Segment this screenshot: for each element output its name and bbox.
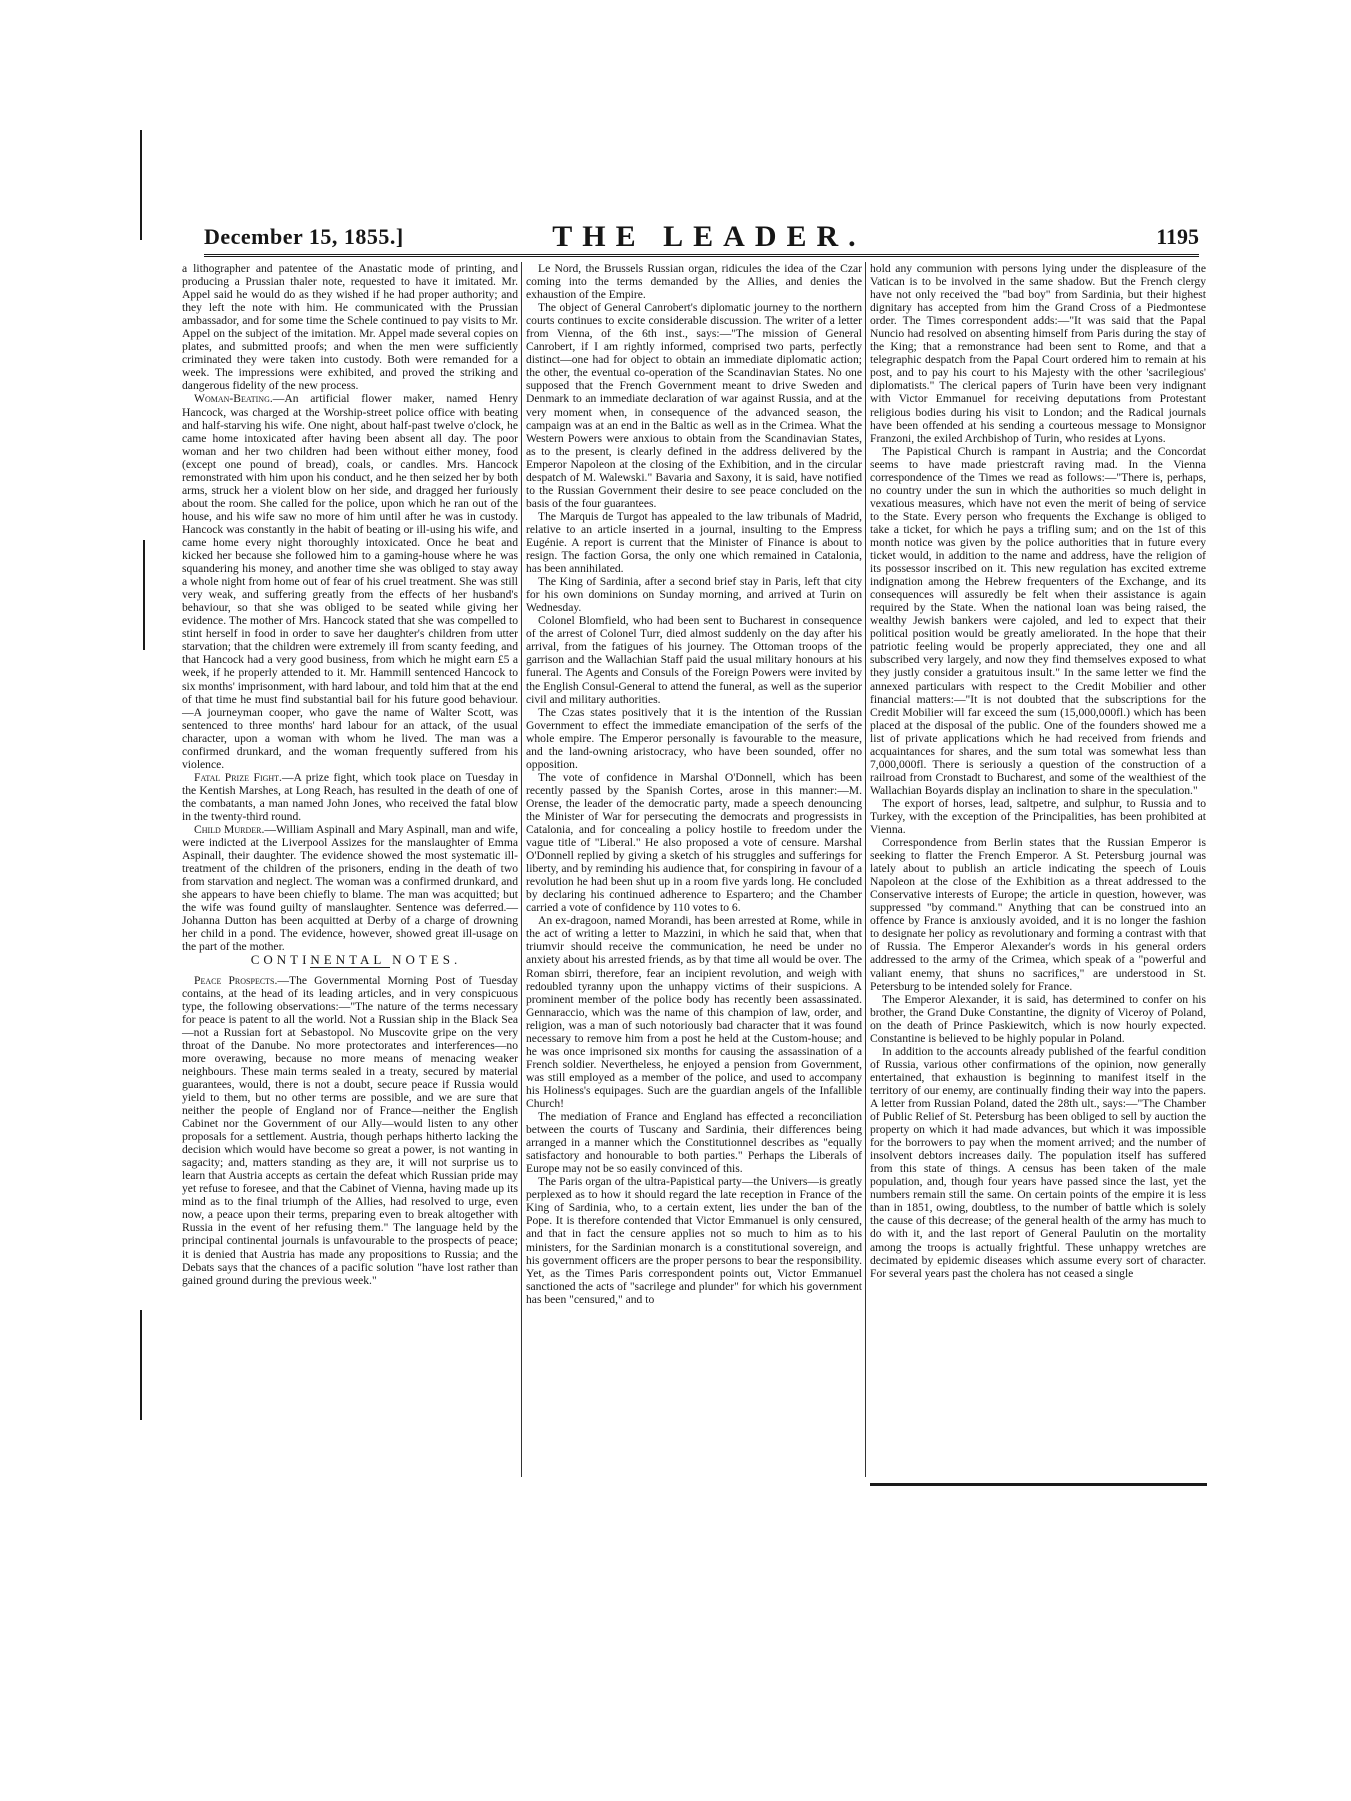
paragraph-text: —William Aspinall and Mary Aspinall, man and wife, were indicted at the Liverpool Assizes for the manslaughter of Emma Aspinall, their daughter. The evidence showed the most systematic ill-treatment of the children of the prisoners, ending in the death of two from starvation and neglect. The woman was a confirmed drunkard, and she appears to have been chiefly to blame. The man was acquitted; but the wife was found guilty of manslaughter. Sentence was deferred.—Johanna Dutton has been acquitted at Derby of a charge of drowning her child in a pond. The evidence, however, showed great ill-usage on the part of the mother. bbox=[182, 823, 518, 954]
page-number: 1195 bbox=[1156, 224, 1199, 249]
header-rule bbox=[204, 254, 1199, 257]
run-in-heading: Child Murder. bbox=[194, 823, 265, 837]
page-header bbox=[204, 218, 1199, 254]
issue-date: December 15, 1855.] bbox=[204, 224, 404, 249]
run-in-heading: Fatal Prize Fight. bbox=[194, 770, 282, 784]
article-paragraph: The Marquis de Turgot has appealed to the law tribunals of Madrid, relative to an article inserted in a journal, insulting to the Empress Eugénie. A report is current that the Minister of Finance is about to resign. The faction Gorsa, the only one which remained in Catalonia, has been annihilated. bbox=[526, 509, 862, 576]
article-paragraph: The vote of confidence in Marshal O'Donnell, which has been recently passed by the Spanish Cortes, arose in this manner:—M. Orense, the leader of the democratic party, made a speech denouncing the Minister of War for persecuting the democrats and progressists in Catalonia, and for concealing a policy hostile to freedom under the vague title of "Liberal." He also proposed a vote of censure. Marshal O'Donnell replied by giving a sketch of his struggles and sufferings for liberty, and by reminding his audience that, for conspiring in favour of a revolution he had been shut up in a room five yards long. He concluded by declaring his continued adherence to Espartero; and the Chamber carried a vote of confidence by 110 votes to 6. bbox=[526, 770, 862, 915]
article-paragraph: The Paris organ of the ultra-Papistical party—the Univers—is greatly perplexed as to how it should regard the late reception in France of the King of Sardinia, who, to a certain extent, lies under the ban of the Pope. It is therefore contended that Victor Emmanuel is only censured, and that in fact the censure applies not so much to him as to his ministers, for the Sardinian monarch is a constitutional sovereign, and his government officers are the proper persons to bear the responsibility. Yet, as the Times Paris correspondent points out, Victor Emmanuel sanctioned the acts of "sacrilege and plunder" for which his government has been "censured," and to bbox=[526, 1175, 862, 1306]
article-paragraph bbox=[182, 974, 518, 1287]
run-in-heading: Peace Prospects. bbox=[194, 973, 278, 987]
article-paragraph: Colonel Blomfield, who had been sent to Bucharest in consequence of the arrest of Colonel Turr, died almost suddenly on the day after his arrival, from the fatigues of his journey. The Ottoman troops of the garrison and the Wallachian Staff paid the usual military honours at his funeral. The Agents and Consuls of the Foreign Powers were invited by the English Consul-General to attend the funeral, as well as the superior civil and military authorities. bbox=[526, 614, 862, 706]
column-2 bbox=[526, 262, 862, 1306]
article-paragraph bbox=[182, 823, 518, 953]
paragraph-text: —The Governmental Morning Post of Tuesday contains, at the head of its leading articles, and in very conspicuous type, the following observations:—"The nature of the terms necessary for peace is patent to all the world. Not a Russian ship in the Black Sea—not a Russian fort at Sebastopol. No Muscovite gripe on the very throat of the Danube. No more protectorates and interferences—no more overawing, because no more means of menacing weaker neighbours. These main terms sealed in a treaty, secured by material guarantees, would, there is not a doubt, secure peace if Russia would yield to them, but no other terms are possible, and we are sure that neither the people of England nor of France—neither the English Cabinet nor the Government of our Ally—would listen to any other proposals for a settlement. Austria, though perhaps hitherto lacking the decision which would have become so great a power, is not wanting in sagacity; and, matters standing as they are, it will not surprise us to learn that Austria accepts as certain the defeat which Russian pride may yet refuse to foresee, and that the Cabinet of Vienna, having made up its mind as to the final triumph of the Allies, had resolved to urge, even now, a peace upon their terms, preparing even to break altogether with Russia in the event of her refusing them." The language held by the principal continental journals is unfavourable to the prospects of peace; it is denied that Austria has made any propositions to Russia; and the Debats says that the chances of a pacific solution "have lost rather than gained ground during the previous week." bbox=[182, 973, 518, 1287]
column-divider bbox=[865, 262, 866, 1477]
paragraph-text: —A prize fight, which took place on Tuesday in the Kentish Marshes, at Long Reach, has resulted in the death of one of the combatants, a man named John Jones, who received the fatal blow in the twenty-third round. bbox=[182, 770, 519, 823]
article-paragraph: The export of horses, lead, saltpetre, and sulphur, to Russia and to Turkey, with the exception of the Principalities, has been prohibited at Vienna. bbox=[870, 796, 1206, 837]
column-divider bbox=[521, 262, 522, 1477]
article-paragraph: The Czas states positively that it is the intention of the Russian Government to effect the immediate emancipation of the serfs of the whole empire. The Emperor personally is favourable to the measure, and the land-owning aristocracy, who have been sounded, offer no opposition. bbox=[526, 705, 862, 771]
column-1 bbox=[182, 262, 518, 1287]
paragraph-text: —An artificial flower maker, named Henry Hancock, was charged at the Worship-street police office with beating and half-starving his wife. One night, about half-past twelve o'clock, he came home intoxicated after having been absent all day. The poor woman and her two children had been without either money, food (except one pound of bread), coals, or candles. Mrs. Hancock remonstrated with him upon his conduct, and he then seized her by both arms, struck her a violent blow on her side, and dragged her furiously about the room. She called for the police, upon which he ran out of the house, and his wife saw no more of him until after he was in custody. Hancock was constantly in the habit of beating or ill-using his wife, and came home every night thoroughly intoxicated. Once he beat and kicked her because she followed him to a gaming-house where he was squandering his money, and another time she was obliged to stay away a whole night from home out of fear of his cruel treatment. She was still very weak, and suffering greatly from the effects of her husband's behaviour, so that she was obliged to be seated while giving her evidence. The mother of Mrs. Hancock stated that she was compelled to stint herself in food in order to save her daughter's children from utter starvation; that the children were extremely ill from scanty feeding, and that Hancock had a very good business, from which he might earn £5 a week, if he properly attended to it. Mr. Hammill sentenced Hancock to six months' imprisonment, with hard labour, and told him that at the end of that time he must find substantial bail for his future good behaviour.—A journeyman cooper, who gave the name of Walter Scott, was sentenced to three months' hard labour for an attack, of the usual character, upon a woman with whom he lived. The man was a confirmed drunkard, and the woman frequently suffered from his violence. bbox=[182, 392, 518, 771]
article-paragraph: The Emperor Alexander, it is said, has determined to confer on his brother, the Grand Duke Constantine, the dignity of Viceroy of Poland, on the death of Prince Paskiewitch, which is now hourly expected. Constantine is believed to be highly popular in Poland. bbox=[870, 992, 1206, 1045]
left-margin-rule bbox=[140, 1310, 142, 1420]
column-end-rule bbox=[870, 1483, 1207, 1486]
article-paragraph: The mediation of France and England has effected a reconciliation between the courts of Tuscany and Sardinia, their differences being arranged in a manner which the Constitutionnel describes as "equally satisfactory and honourable to both parties." Perhaps the Liberals of Europe may not be so easily convinced of this. bbox=[526, 1110, 862, 1176]
run-in-heading: Woman-Beating. bbox=[194, 392, 273, 406]
article-paragraph bbox=[182, 771, 518, 823]
section-heading: CONTINENTAL NOTES. bbox=[250, 952, 462, 968]
left-margin-rule bbox=[140, 130, 142, 240]
article-paragraph: The object of General Canrobert's diplomatic journey to the northern courts continues to excite considerable discussion. The writer of a letter from Vienna, of the 6th inst., says:—"The mission of General Canrobert, if I am rightly informed, comprised two parts, perfectly distinct—one had for object to obtain an immediate diplomatic action; the other, the eventual co-operation of the Scandinavian States. No one supposed that the French Government meant to drive Sweden and Denmark to an immediate declaration of war against Russia, and at the very moment when, in consequence of the advanced season, the campaign was at an end in the Baltic as well as in the Crimea. What the Western Powers were anxious to obtain from the Scandinavian States, as to the present, is clearly defined in the address delivered by the Emperor Napoleon at the closing of the Exhibition, and in the circular despatch of M. Walewski." Bavaria and Saxony, it is said, have notified to the Russian Government their desire to see peace concluded on the basis of the four guarantees. bbox=[526, 301, 862, 510]
column-3 bbox=[870, 262, 1206, 1280]
article-paragraph bbox=[182, 392, 518, 770]
left-margin-rule bbox=[143, 540, 145, 650]
article-paragraph: An ex-dragoon, named Morandi, has been arrested at Rome, while in the act of writing a letter to Mazzini, in which he said that, when that triumvir should receive the communication, he need be under no anxiety about his arrested friends, as by that time all would be over. The Roman sbirri, therefore, fear an incipient revolution, and weigh with redoubled tyranny upon the unhappy victims of their suspicions. A prominent member of the police body has recently been assassinated. Gennaraccio, which was the name of this champion of law, order, and religion, was a man of such notoriously bad character that it was found necessary to remove him from a post he held at the Custom-house; and he was once imprisoned six months for causing the assassination of a French soldier. Nevertheless, he enjoyed a pension from Government, was still employed as a member of the police, and used to accompany his Holiness's equipages. Such are the guardian angels of the Infallible Church! bbox=[526, 914, 862, 1110]
newspaper-title: THE LEADER. bbox=[552, 220, 866, 253]
article-paragraph: a lithographer and patentee of the Anastatic mode of printing, and producing a Prussian thaler note, requested to have it imitated. Mr. Appel said he would do as they wished if he had proper authority; and they left the note with him. He communicated with the Prussian ambassador, and for some time the Schele continued to pay visits to Mr. Appel on the subject of the imitation. Mr. Appel made several copies on plates, and submitted proofs; and when the men were sufficiently criminated they were taken into custody. Both were remanded for a week. The impressions were exhibited, and proved the striking and dangerous fidelity of the new process. bbox=[182, 262, 518, 393]
article-paragraph: The King of Sardinia, after a second brief stay in Paris, left that city for his own dominions on Sunday morning, and arrived at Turin on Wednesday. bbox=[526, 575, 862, 615]
article-paragraph: hold any communion with persons lying under the displeasure of the Vatican is to be involved in the same shadow. But the French clergy have not only received the "bad boy" from Sardinia, but their highest dignitary has accepted from him the Grand Cross of a Piedmontese order. The Times correspondent adds:—"It was said that the Papal Nuncio had resolved on absenting himself from Paris during the stay of the King; that a remonstrance had been sent to Rome, and that a telegraphic despatch from the Papal Court ordered him to remain at his post, and to pay his court to his Majesty with the other 'sacrilegious' diplomatists." The clerical papers of Turin have been very indignant with Victor Emmanuel for receiving deputations from Protestant religious bodies during his visit to London; and the Radical journals have been offended at his sending a courteous message to Monsignor Franzoni, the exiled Archbishop of Turin, who resides at Lyons. bbox=[870, 262, 1206, 445]
article-paragraph: Correspondence from Berlin states that the Russian Emperor is seeking to flatter the French Emperor. A St. Petersburg journal was lately about to publish an article indicating the speech of Louis Napoleon at the close of the Exhibition as a threat addressed to the Conservative interests of Europe; the article in question, however, was suppressed "by command." Anything that can be construed into an offence by France is anxiously avoided, and it is no longer the fashion to designate her policy as revolutionary and forming a contrast with that of Russia. The Emperor Alexander's words in his general orders addressed to the army of the Crimea, which speak of a "powerful and valiant enemy, that shuns no sacrifices," are understood in St. Petersburg to be intended solely for France. bbox=[870, 836, 1206, 993]
article-paragraph: The Papistical Church is rampant in Austria; and the Concordat seems to have made priestcraft raving mad. In the Vienna correspondence of the Times we read as follows:—"There is, perhaps, no country under the sun in which the authorities so much delight in vexatious measures, which have not even the merit of being of service to the State. Every person who frequents the Exchange is obliged to take a ticket, for which he pays a trifling sum; and on the 1st of this month notice was given by the police authorities that in future every ticket would, in addition to the name and address, have the religion of its possessor inscribed on it. This new regulation has excited extreme indignation among the Hebrew frequenters of the Exchange, and its consequences will assuredly be felt when their assistance is again required by the State. When the national loan was being raised, the wealthy Jewish bankers were cajoled, and led to expect that their political position would be greatly ameliorated. In the hope that their patriotic feeling would be properly appreciated, they one and all subscribed very largely, and now they find themselves exposed to what they justly consider a gratuitous insult." In the same letter we find the annexed particulars with respect to the Credit Mobilier and other financial matters:—"It is not doubted that the subscriptions for the Credit Mobilier will far exceed the sum (15,000,000fl.) which has been placed at the disposal of the public. One of the founders showed me a list of private applications which he had received from friends and acquaintances for shares, and the sum total was somewhat less than 7,000,000fl. There is seriously a question of the construction of a railroad from Cronstadt to Bucharest, and some of the wealthiest of the Wallachian Boyards display an inclination to share in the speculation." bbox=[870, 444, 1206, 797]
article-paragraph: In addition to the accounts already published of the fearful condition of Russia, various other confirmations of the opinion, now generally entertained, that exhaustion is beginning to manifest itself in the territory of our enemy, are continually finding their way into the papers. A letter from Russian Poland, dated the 28th ult., says:—"The Chamber of Public Relief of St. Petersburg has been obliged to sell by auction the property on which it had made advances, but which it was impossible for the borrowers to pay when the moment arrived; and the number of insolvent debtors increases daily. The population itself has suffered from this state of things. A census has been taken of the male population, and, though four years have passed since the last, yet the numbers remain still the same. On certain points of the empire it is less than in 1851, owing, doubtless, to the number of battle which is solely the cause of this decrease; of the general health of the army has much to do with it, and the last report of General Paulutin on the mortality among the troops is actually frightful. These unhappy wretches are decimated by epidemic diseases which assume every sort of character. For several years past the cholera has not ceased a single bbox=[870, 1044, 1206, 1280]
article-paragraph: Le Nord, the Brussels Russian organ, ridicules the idea of the Czar coming into the terms demanded by the Allies, and denies the exhaustion of the Empire. bbox=[526, 262, 862, 302]
